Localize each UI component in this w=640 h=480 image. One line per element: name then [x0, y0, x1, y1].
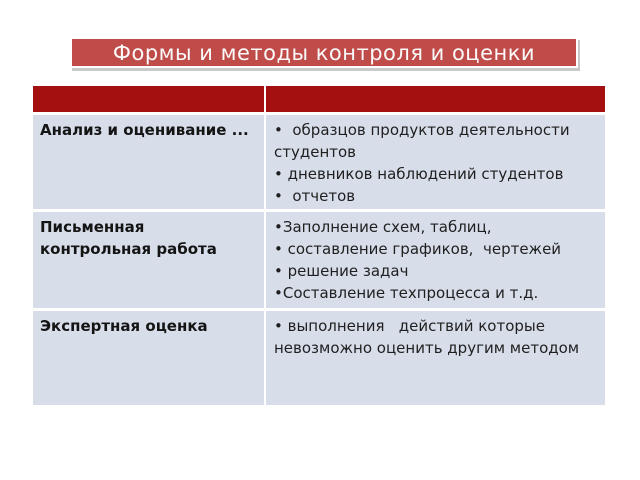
bullet-line: • выполнения действий которые невозможно оценить другим методом	[274, 317, 580, 357]
table-row-2-method: Письменная контрольная работа	[33, 212, 264, 308]
table-row-3-details	[266, 311, 605, 405]
bullet-line: • составление графиков, чертежей	[274, 240, 562, 258]
slide-title-banner	[70, 37, 578, 68]
table-header-forms-cell	[266, 86, 605, 112]
table-row-1-details	[266, 115, 605, 209]
control-methods-table	[33, 86, 605, 405]
bullet-line: • образцов продуктов деятельности студентов	[274, 121, 575, 161]
table-row-2-details	[266, 212, 605, 308]
table-row-3-method: Экспертная оценка	[33, 311, 264, 405]
table-header-method-cell	[33, 86, 264, 112]
table-row-1-method: Анализ и оценивание ...	[33, 115, 264, 209]
bullet-line: •Составление техпроцесса и т.д.	[274, 284, 539, 302]
bullet-line: •Заполнение схем, таблиц,	[274, 218, 492, 236]
bullet-line: • решение задач	[274, 262, 409, 280]
slide-title-text: Формы и методы контроля и оценки	[112, 40, 536, 65]
bullet-line: • отчетов	[274, 187, 356, 205]
bullet-line: • дневников наблюдений студентов	[274, 165, 564, 183]
